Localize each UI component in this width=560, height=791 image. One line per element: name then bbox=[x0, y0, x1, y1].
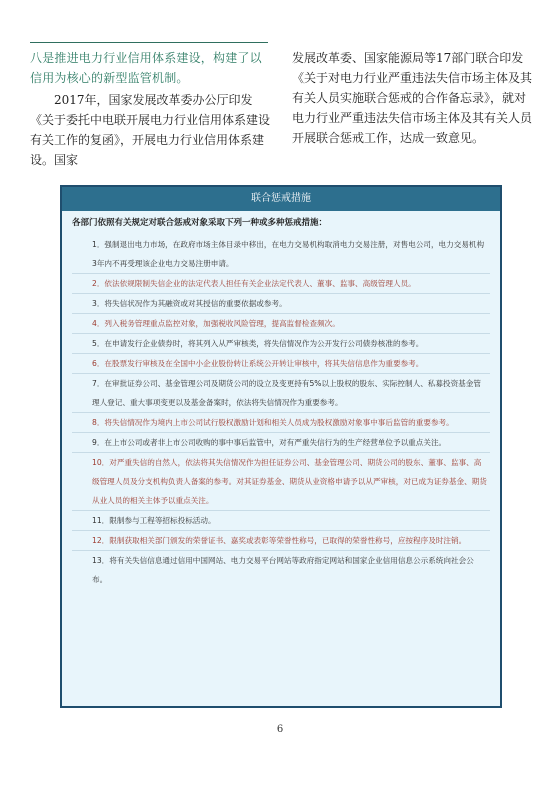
measure-item-3: 3．将失信状况作为其融资或对其授信的重要依据或参考。 bbox=[72, 294, 490, 314]
measure-item-5: 5．在申请发行企业债券时，将其列入从严审核类，将失信情况作为公开发行公司债券核准的参考。 bbox=[72, 334, 490, 354]
box-intro: 各部门依照有关规定对联合惩戒对象采取下列一种或多种惩戒措施： bbox=[72, 218, 328, 228]
section-heading: 八是推进电力行业信用体系建设，构建了以信用为核心的新型监管机制。 bbox=[30, 51, 262, 85]
measure-item-4: 4．列入税务管理重点监控对象，加强税收风险管理，提高监督检查频次。 bbox=[72, 314, 490, 334]
page-number: 6 bbox=[276, 724, 284, 735]
top-divider bbox=[30, 42, 268, 43]
measure-item-9: 9．在上市公司或者非上市公司收购的事中事后监管中，对有严重失信行为的生产经营单位予以重点关注。 bbox=[72, 433, 490, 453]
measure-item-7: 7．在审批证券公司、基金管理公司及期货公司的设立及变更持有5%以上股权的股东、实际控制人、私募投资基金管理人登记、重大事项变更以及基金备案时，依法将失信情况作为重要参考。 bbox=[72, 374, 490, 413]
right-paragraph: 发展改革委、国家能源局等17部门联合印发《关于对电力行业严重违法失信市场主体及其有关人员实施联合惩戒的合作备忘录》，就对电力行业严重违法失信市场主体及其有关人员开展联合惩戒工作，达成一致意见。 bbox=[292, 51, 533, 145]
measure-item-13: 13．将有关失信信息通过信用中国网站、电力交易平台网站等政府指定网站和国家企业信用信息公示系统向社会公布。 bbox=[92, 556, 474, 584]
punishment-measures-box bbox=[60, 185, 502, 708]
measure-item-2: 2．依法依规限制失信企业的法定代表人担任有关企业法定代表人、董事、监事、高级管理人员。 bbox=[72, 274, 490, 294]
measure-item-12: 12．限制获取相关部门颁发的荣誉证书、嘉奖或表彰等荣誉性称号，已取得的荣誉性称号，应按程序及时注销。 bbox=[72, 531, 490, 551]
right-column bbox=[292, 48, 532, 148]
measure-item-11: 11．限制参与工程等招标投标活动。 bbox=[72, 511, 490, 531]
measure-item-1: 1．强制退出电力市场，在政府市场主体目录中移出，在电力交易机构取消电力交易注册，对售电公司，电力交易机构3年内不再受理该企业电力交易注册申请。 bbox=[72, 235, 490, 274]
left-paragraph: 2017年，国家发展改革委办公厅印发《关于委托中电联开展电力行业信用体系建设有关工作的复函》，开展电力行业信用体系建设。国家 bbox=[30, 93, 271, 167]
box-title: 联合惩戒措施 bbox=[62, 187, 500, 211]
box-body bbox=[62, 211, 500, 589]
measure-item-8: 8．将失信情况作为境内上市公司试行股权激励计划和相关人员成为股权激励对象事中事后监管的重要参考。 bbox=[72, 413, 490, 433]
left-column bbox=[30, 48, 270, 170]
measure-item-10: 10．对严重失信的自然人，依法将其失信情况作为担任证券公司、基金管理公司、期货公司的股东、董事、监事、高级管理人员及分支机构负责人备案的参考。对其证券基金、期货从业资格申请予以从严审核，对已成为证券基金、期货从业人员的相关主体予以重点关注。 bbox=[72, 453, 490, 511]
measure-item-6: 6．在股票发行审核及在全国中小企业股份转让系统公开转让审核中，将其失信信息作为重要参考。 bbox=[72, 354, 490, 374]
